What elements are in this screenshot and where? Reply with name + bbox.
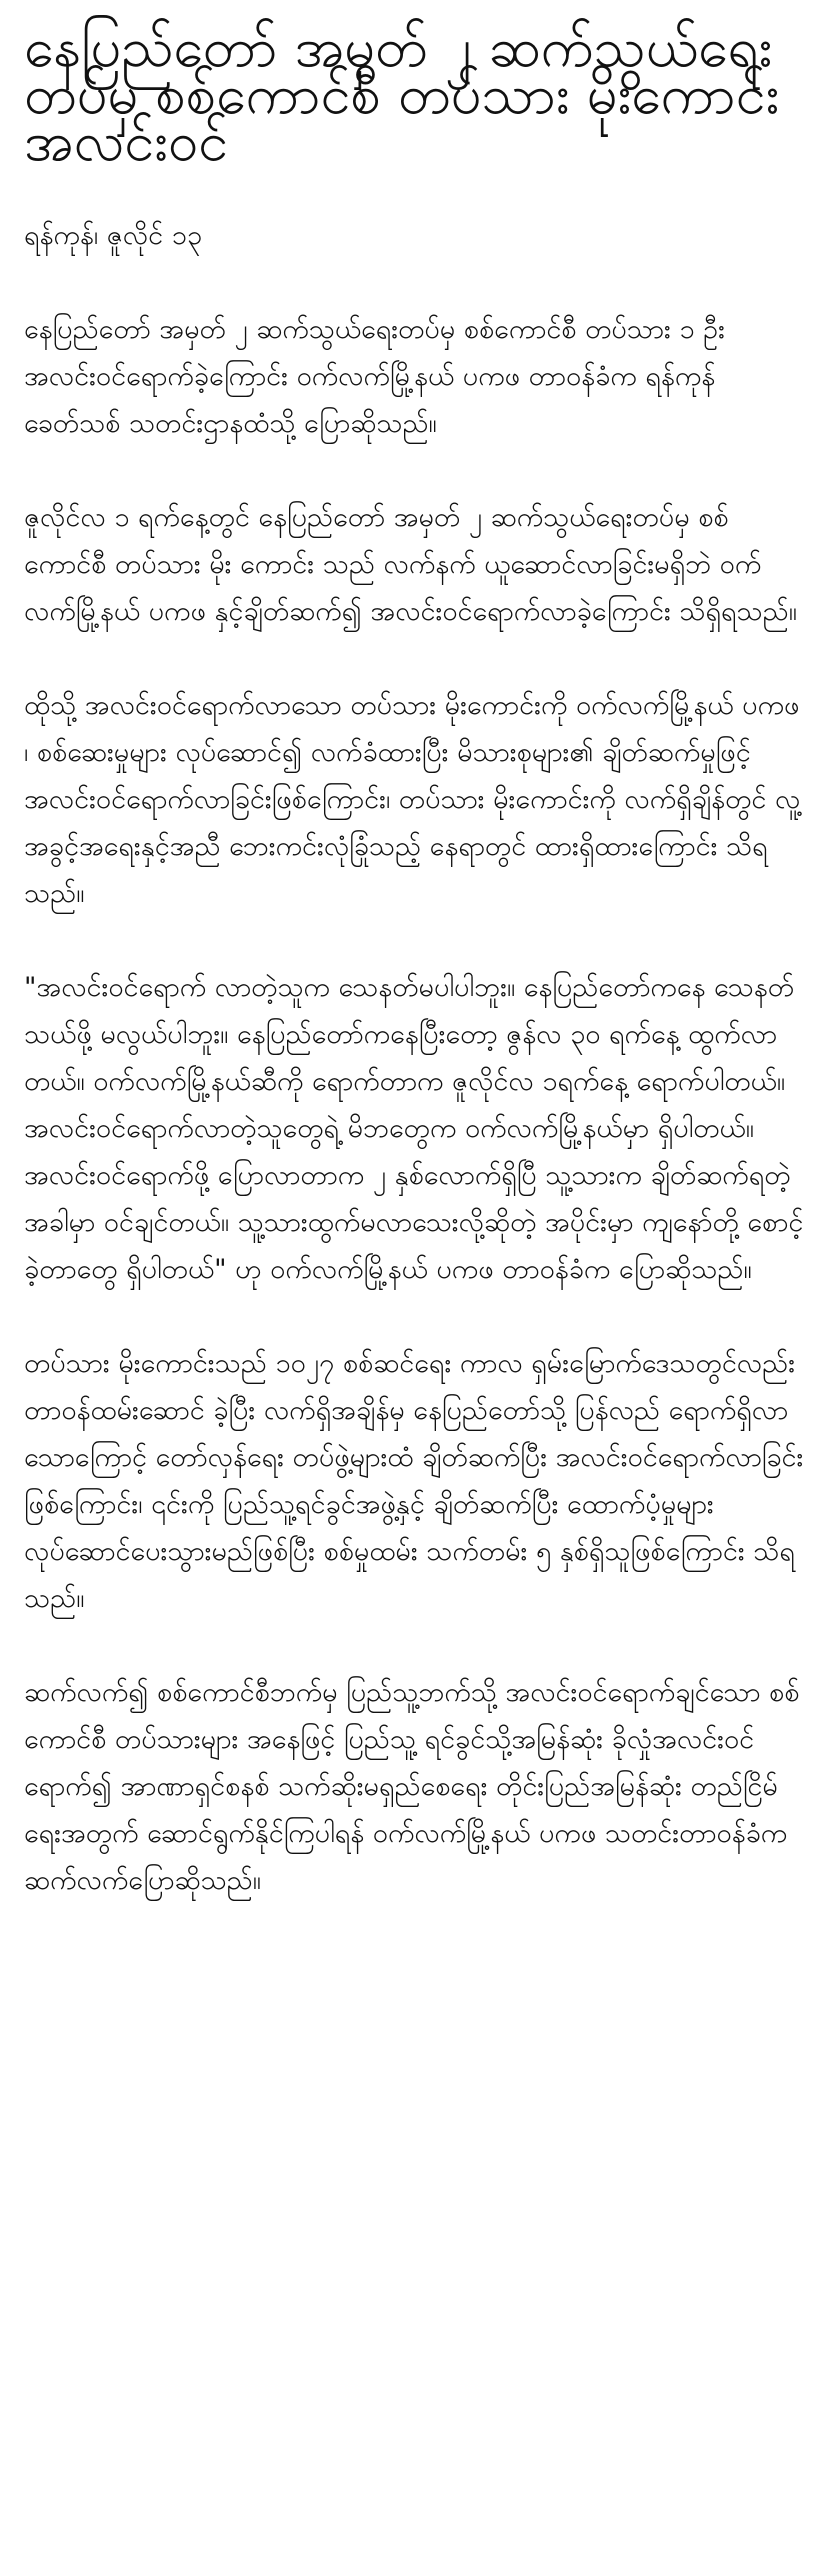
article-paragraph-2: ဇူလိုင်လ ၁ ရက်နေ့တွင် နေပြည်တော် အမှတ် ၂ ဆက်သွယ်ရေးတပ်မှ စစ်ကောင်စီ တပ်သား မိုး ကောင်း သည် လက်နက် ယူဆောင်လာခြင်းမရှိဘဲ ဝက်လက်မြို့နယ် ပကဖ နှင့်ချိတ်ဆက်၍ အလင်းဝင်ရောက်လာခဲ့ကြောင်း သိရှိရသည်။: [24, 502, 797, 627]
article-headline: နေပြည်တော် အမှတ် ၂ ဆက်သွယ်ရေးတပ်မှ စစ်ကောင်စီ တပ်သား မိုးကောင်း အလင်းဝင်: [24, 16, 780, 173]
article-paragraph-5: တပ်သား မိုးကောင်းသည် ၁၀၂၇ စစ်ဆင်ရေး ကာလ ရှမ်းမြောက်ဒေသတွင်လည်း တာဝန်ထမ်းဆောင် ခဲ့ပြီး လက်ရှိအချိန်မှ နေပြည်တော်သို့ ပြန်လည် ရောက်ရှိလာသောကြောင့် တော်လှန်ရေး တပ်ဖွဲ့များထံ ချိတ်ဆက်ပြီး အလင်းဝင်ရောက်လာခြင်းဖြစ်ကြောင်း၊ ၎င်းကို ပြည်သူ့ရင်ခွင်အဖွဲ့နှင့် ချိတ်ဆက်ပြီး ထောက်ပံ့မှုများ လုပ်ဆောင်ပေးသွားမည်ဖြစ်ပြီး စစ်မှုထမ်း သက်တမ်း ၅ နှစ်ရှိသူဖြစ်ကြောင်း သိရသည်။: [24, 1348, 804, 1614]
article-paragraph-6: ဆက်လက်၍ စစ်ကောင်စီဘက်မှ ပြည်သူ့ဘက်သို့ အလင်းဝင်ရောက်ချင်သော စစ်ကောင်စီ တပ်သားများ အနေဖြင့် ပြည်သူ့ ရင်ခွင်သို့အမြန်ဆုံး ခိုလှုံအလင်းဝင်ရောက်၍ အာဏာရှင်စနစ် သက်ဆိုးမရှည်စေရေး တိုင်းပြည်အမြန်ဆုံး တည်ငြိမ်ရေးအတွက် ဆောင်ရွက်နိုင်ကြပါရန် ဝက်လက်မြို့နယ် ပကဖ သတင်းတာဝန်ခံက ဆက်လက်ပြောဆိုသည်။: [24, 1677, 800, 1896]
article-paragraph-4: "အလင်းဝင်ရောက် လာတဲ့သူက သေနတ်မပါပါဘူး။ နေပြည်တော်ကနေ သေနတ်သယ်ဖို့ မလွယ်ပါဘူး။ နေပြည်တော်ကနေပြီးတော့ ဇွန်လ ၃၀ ရက်နေ့ ထွက်လာတယ်။ ဝက်လက်မြို့နယ်ဆီကို ရောက်တာက ဇူလိုင်လ ၁ရက်နေ့ ရောက်ပါတယ်။ အလင်းဝင်ရောက်လာတဲ့သူတွေရဲ့ မိဘတွေက ဝက်လက်မြို့နယ်မှာ ရှိပါတယ်။ အလင်းဝင်ရောက်ဖို့ ပြောလာတာက ၂ နှစ်လောက်ရှိပြီ သူ့သားက ချိတ်ဆက်ရတဲ့အခါမှာ ဝင်ချင်တယ်။ သူ့သားထွက်မလာသေးလို့ဆိုတဲ့ အပိုင်းမှာ ကျနော်တို့ စောင့်ခဲ့တာတွေ ရှိပါတယ်" ဟု ဝက်လက်မြို့နယ် ပကဖ တာဝန်ခံက ပြောဆိုသည်။: [24, 972, 804, 1285]
article-paragraph-3: ထိုသို့ အလင်းဝင်ရောက်လာသော တပ်သား မိုးကောင်းကို ဝက်လက်မြို့နယ် ပကဖ ၊ စစ်ဆေးမှုများ လုပ်ဆောင်၍ လက်ခံထားပြီး မိသားစုများ၏ ချိတ်ဆက်မှုဖြင့် အလင်းဝင်ရောက်လာခြင်းဖြစ်ကြောင်း၊ တပ်သား မိုးကောင်းကို လက်ရှိချိန်တွင် လူ့အခွင့်အရေးနှင့်အညီ ဘေးကင်းလုံခြုံသည့် နေရာတွင် ထားရှိထားကြောင်း သိရသည်။: [24, 690, 801, 909]
article-paragraph-1: နေပြည်တော် အမှတ် ၂ ဆက်သွယ်ရေးတပ်မှ စစ်ကောင်စီ တပ်သား ၁ ဦး အလင်းဝင်ရောက်ခဲ့ကြောင်း ဝက်လက်မြို့နယ် ပကဖ တာဝန်ခံက ရန်ကုန်ခေတ်သစ် သတင်းဌာနထံသို့ ပြောဆိုသည်။: [24, 314, 726, 439]
article-dateline: ရန်ကုန်၊ ဇူလိုင် ၁၃: [24, 220, 203, 251]
